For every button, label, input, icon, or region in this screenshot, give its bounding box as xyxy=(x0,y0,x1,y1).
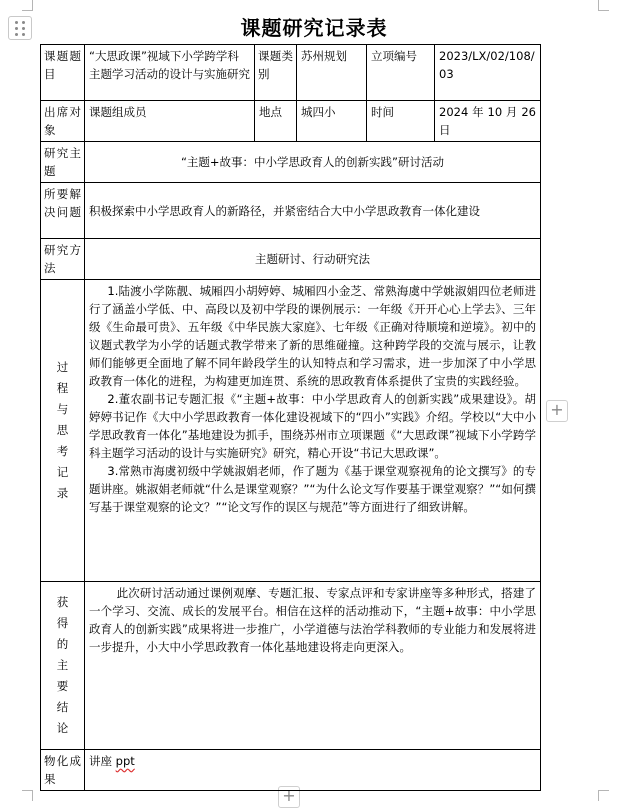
category-value[interactable]: 苏州规划 xyxy=(297,45,367,101)
spellcheck-word: ppt xyxy=(115,754,135,768)
process-paragraph: 3.常熟市海虞初级中学姚淑娟老师，作了题为《基于课堂观察视角的论文撰写》的专题讲座。姚淑娟老师就“什么是课堂观察？”“为什么论文写作要基于课堂观察？”“如何撰写基于课堂观察的论文？”“论文写作的误区与规范”等方面进行了细致讲解。 xyxy=(89,464,536,514)
attendees-label: 出席对象 xyxy=(41,101,85,142)
location-value[interactable]: 城四小 xyxy=(297,101,367,142)
problem-label: 所要解决问题 xyxy=(41,183,85,239)
table-row xyxy=(41,101,541,142)
project-no-label: 立项编号 xyxy=(367,45,435,101)
page-corner-mark xyxy=(598,790,609,801)
table-row xyxy=(41,142,541,183)
table-row xyxy=(41,582,541,750)
page-corner-mark xyxy=(598,0,609,11)
location-label: 地点 xyxy=(255,101,297,142)
result-label: 获 得 的 主 要 结 论 xyxy=(41,582,85,750)
table-row xyxy=(41,239,541,280)
result-content[interactable] xyxy=(85,582,541,750)
material-value[interactable] xyxy=(85,750,541,791)
topic-value[interactable]: “大思政课”视域下小学跨学科主题学习活动的设计与实施研究 xyxy=(85,45,255,101)
topic-label: 课题题目 xyxy=(41,45,85,101)
project-no-value[interactable]: 2023/LX/02/108/03 xyxy=(435,45,541,101)
process-paragraph: 1.陆渡小学陈靓、城厢四小胡婷婷、城厢四小金芝、常熟海虞中学姚淑娟四位老师进行了涵盖小学低、中、高段以及初中学段的课例展示：一年级《开开心心上学去》、三年级《生命最可贵》、五年级《中华民族大家庭》、七年级《正确对待顺境和逆境》。初中的议题式教学为小学的话题式教学带来了新的思维碰撞。这种跨学段的交流与展示，让教师们能够更全面地了解不同年龄段学生的认知特点和学习需求，进一步加深了中小学思政教育一体化的进程，为构建更加连贯、系统的思政教育体系提供了宝贵的实践经验。 xyxy=(89,284,536,388)
process-label: 过 程 与 思 考 记 录 xyxy=(41,280,85,582)
process-paragraph: 2.董农副书记专题汇报《“主题+故事：中小学思政育人的创新实践”成果建设》。胡婷婷书记作《大中小学思政教育一体化建设视域下的“四小”实践》介绍。学校以“大中小学思政教育一体化”基地建设为抓手，围绕苏州市立项课题《“大思政课”视域下小学跨学科主题学习活动的设计与实施研究》研究，精心开设“书记大思政课”。 xyxy=(89,392,536,460)
add-row-button[interactable]: + xyxy=(278,786,300,808)
time-label: 时间 xyxy=(367,101,435,142)
table-row xyxy=(41,45,541,101)
document-title: 课题研究记录表 xyxy=(240,16,388,40)
theme-value[interactable]: “主题+故事：中小学思政育人的创新实践”研讨活动 xyxy=(85,142,541,183)
time-value[interactable]: 2024 年 10 月 26日 xyxy=(435,101,541,142)
add-column-button[interactable]: + xyxy=(546,400,568,422)
method-label: 研究方法 xyxy=(41,239,85,280)
theme-label: 研究主题 xyxy=(41,142,85,183)
record-table xyxy=(40,44,541,791)
page-corner-mark xyxy=(22,0,33,11)
attendees-value[interactable]: 课题组成员 xyxy=(85,101,255,142)
material-text: 讲座 xyxy=(89,754,116,768)
method-value[interactable]: 主题研讨、行动研究法 xyxy=(85,239,541,280)
table-row xyxy=(41,280,541,582)
category-label: 课题类别 xyxy=(255,45,297,101)
material-label: 物化成果 xyxy=(41,750,85,791)
problem-value[interactable]: 积极探索中小学思政育人的新路径，并紧密结合大中小学思政教育一体化建设 xyxy=(85,183,541,239)
process-content[interactable] xyxy=(85,280,541,582)
table-row xyxy=(41,750,541,791)
page-corner-mark xyxy=(22,790,33,801)
result-paragraph: 此次研讨活动通过课例观摩、专题汇报、专家点评和专家讲座等多种形式，搭建了一个学习、交流、成长的发展平台。相信在这样的活动推动下，“主题+故事：中小学思政育人的创新实践”成果将进一步推广，小学道德与法治学科教师的专业能力和发展将进一步提升，小大中小学思政教育一体化基地建设将走向更深入。 xyxy=(89,586,536,654)
table-row xyxy=(41,183,541,239)
